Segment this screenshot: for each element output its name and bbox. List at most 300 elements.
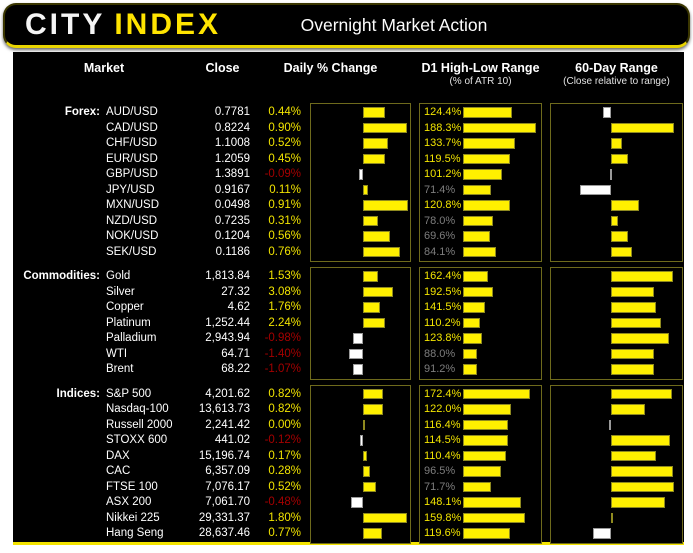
daily-change-bar bbox=[363, 123, 407, 134]
daily-change-bar bbox=[363, 138, 388, 149]
d1-range-panel bbox=[419, 103, 542, 262]
market-name: Hang Seng bbox=[106, 527, 164, 539]
close-value: 1.3891 bbox=[214, 168, 250, 180]
d1-range-bar bbox=[463, 389, 530, 400]
bar-slot bbox=[311, 464, 410, 480]
bar-slot bbox=[420, 229, 541, 245]
close-value: 68.22 bbox=[221, 363, 250, 375]
d1-range-label: 122.0% bbox=[424, 403, 462, 415]
daily-change-bar bbox=[363, 482, 376, 493]
column-header-d1-range bbox=[419, 61, 542, 105]
market-name: WTI bbox=[106, 347, 128, 360]
daily-change-bar bbox=[363, 466, 370, 477]
range-position-bar bbox=[611, 404, 645, 415]
close-value: 0.0498 bbox=[214, 199, 250, 211]
d1-range-panel bbox=[419, 267, 542, 380]
bar-slot bbox=[311, 402, 410, 418]
close-value: 7,061.70 bbox=[205, 496, 250, 508]
close-value: 64.71 bbox=[221, 347, 250, 360]
close-value: 0.1204 bbox=[214, 230, 250, 242]
header-bar bbox=[3, 3, 690, 48]
bar-slot bbox=[311, 229, 410, 245]
d1-range-label: 172.4% bbox=[424, 387, 462, 400]
d1-range-label: 110.4% bbox=[424, 449, 461, 462]
range-position-bar bbox=[611, 318, 661, 329]
bar-slot bbox=[311, 105, 410, 121]
bar-slot bbox=[420, 214, 541, 230]
range-position-bar bbox=[611, 349, 654, 360]
daily-change-value: 0.52% bbox=[268, 480, 301, 493]
logo-city-text: CITY bbox=[25, 8, 106, 41]
daily-change-bar bbox=[363, 154, 385, 165]
bar-slot bbox=[551, 152, 682, 168]
bar-slot bbox=[420, 198, 541, 214]
d1-range-label: 84.1% bbox=[424, 245, 456, 258]
60day-range-subtitle: (Close relative to range) bbox=[563, 76, 670, 87]
range-position-bar bbox=[603, 107, 611, 118]
bar-slot bbox=[420, 347, 541, 363]
market-name: AUD/USD bbox=[106, 106, 158, 118]
close-value: 29,331.37 bbox=[198, 511, 250, 524]
market-name: Copper bbox=[106, 301, 144, 313]
daily-change-bar bbox=[363, 528, 382, 539]
bar-slot bbox=[420, 316, 541, 332]
market-name: ASX 200 bbox=[106, 496, 152, 508]
d1-range-bar bbox=[463, 435, 508, 446]
d1-range-subtitle: (% of ATR 10) bbox=[449, 76, 512, 87]
bar-slot bbox=[551, 362, 682, 378]
60day-range-title: 60-Day Range bbox=[575, 61, 658, 75]
bar-slot bbox=[420, 183, 541, 199]
range60-panel bbox=[550, 385, 683, 544]
range-position-bar bbox=[611, 482, 674, 493]
bar-slot bbox=[420, 245, 541, 261]
column-header-close: Close bbox=[205, 61, 240, 75]
range-position-bar bbox=[611, 287, 654, 298]
bar-slot bbox=[420, 136, 541, 152]
d1-range-bar bbox=[463, 364, 477, 375]
close-value: 2,943.94 bbox=[205, 332, 250, 344]
d1-range-label: 124.4% bbox=[424, 106, 462, 118]
close-value: 0.8224 bbox=[214, 121, 250, 134]
bar-slot bbox=[420, 331, 541, 347]
section-label: Indices: bbox=[56, 387, 100, 400]
daily-change-value: -0.48% bbox=[264, 496, 301, 508]
bar-slot bbox=[551, 464, 682, 480]
bar-slot bbox=[311, 245, 410, 261]
bar-slot bbox=[551, 495, 682, 511]
daily-change-value: 1.76% bbox=[268, 301, 301, 313]
d1-range-panel bbox=[419, 385, 542, 544]
bar-slot bbox=[551, 229, 682, 245]
daily-change-bar bbox=[363, 107, 385, 118]
bar-slot bbox=[551, 331, 682, 347]
column-headers bbox=[13, 61, 684, 105]
range-position-bar bbox=[610, 169, 612, 180]
bar-slot bbox=[311, 167, 410, 183]
range-position-bar bbox=[611, 435, 670, 446]
bar-slot bbox=[420, 464, 541, 480]
column-header-daily-change: Daily % Change bbox=[283, 61, 378, 75]
close-value: 2,241.42 bbox=[205, 418, 250, 431]
daily-change-bar bbox=[363, 185, 368, 196]
d1-range-bar bbox=[463, 333, 482, 344]
bar-slot bbox=[311, 511, 410, 527]
bar-slot bbox=[311, 316, 410, 332]
daily-change-bar bbox=[363, 404, 383, 415]
market-section bbox=[13, 105, 684, 260]
range-position-bar bbox=[580, 185, 611, 196]
market-name: EUR/USD bbox=[106, 152, 158, 165]
bar-slot bbox=[551, 198, 682, 214]
bar-slot bbox=[420, 269, 541, 285]
close-value: 13,613.73 bbox=[198, 403, 250, 415]
bar-slot bbox=[311, 387, 410, 403]
daily-change-value: -0.12% bbox=[264, 434, 301, 446]
market-name: STOXX 600 bbox=[106, 434, 168, 446]
close-value: 0.7781 bbox=[214, 106, 250, 118]
bar-slot bbox=[311, 183, 410, 199]
daily-change-bar bbox=[363, 247, 400, 258]
close-value: 6,357.09 bbox=[205, 465, 250, 477]
market-name: Nasdaq-100 bbox=[106, 403, 169, 415]
bar-slot bbox=[420, 167, 541, 183]
market-section bbox=[13, 387, 684, 542]
market-name: CHF/USD bbox=[106, 137, 158, 149]
bar-slot bbox=[551, 183, 682, 199]
d1-range-bar bbox=[463, 466, 501, 477]
bar-slot bbox=[311, 526, 410, 542]
bar-slot bbox=[420, 152, 541, 168]
close-value: 0.9167 bbox=[214, 183, 250, 196]
daily-change-bar bbox=[363, 420, 365, 431]
sections-container bbox=[13, 105, 684, 542]
d1-range-label: 101.2% bbox=[424, 168, 462, 180]
bar-slot bbox=[551, 269, 682, 285]
daily-change-value: 3.08% bbox=[268, 285, 301, 298]
d1-range-bar bbox=[463, 154, 510, 165]
range-position-bar bbox=[611, 271, 673, 282]
range-position-bar bbox=[593, 528, 611, 539]
bar-slot bbox=[311, 136, 410, 152]
daily-change-panel bbox=[310, 103, 411, 262]
daily-change-value: -0.09% bbox=[264, 168, 301, 180]
daily-change-bar bbox=[363, 318, 385, 329]
close-value: 28,637.46 bbox=[198, 527, 250, 539]
bar-slot bbox=[311, 362, 410, 378]
close-value: 0.7235 bbox=[214, 214, 250, 227]
close-value: 441.02 bbox=[214, 434, 250, 446]
d1-range-bar bbox=[463, 138, 515, 149]
range-position-bar bbox=[611, 200, 639, 211]
daily-change-bar bbox=[363, 200, 408, 211]
daily-change-value: -1.07% bbox=[264, 363, 301, 375]
bar-slot bbox=[420, 402, 541, 418]
d1-range-bar bbox=[463, 107, 512, 118]
d1-range-label: 133.7% bbox=[424, 137, 462, 149]
d1-range-label: 71.4% bbox=[424, 183, 456, 196]
market-table bbox=[13, 52, 684, 545]
d1-range-bar bbox=[463, 404, 511, 415]
d1-range-label: 116.4% bbox=[424, 418, 461, 431]
market-name: Silver bbox=[106, 285, 135, 298]
bar-slot bbox=[551, 480, 682, 496]
bar-slot bbox=[551, 214, 682, 230]
range60-panel bbox=[550, 103, 683, 262]
close-value: 4.62 bbox=[227, 301, 250, 313]
bar-slot bbox=[551, 300, 682, 316]
market-name: FTSE 100 bbox=[106, 480, 158, 493]
column-header-60day-range bbox=[550, 61, 683, 105]
market-name: Palladium bbox=[106, 332, 157, 344]
section-label: Commodities: bbox=[23, 270, 100, 282]
daily-change-value: 0.00% bbox=[268, 418, 301, 431]
daily-change-bar bbox=[353, 333, 363, 344]
d1-range-bar bbox=[463, 513, 525, 524]
bar-slot bbox=[311, 214, 410, 230]
bar-slot bbox=[420, 387, 541, 403]
bar-slot bbox=[311, 495, 410, 511]
bar-slot bbox=[420, 433, 541, 449]
range-position-bar bbox=[611, 389, 672, 400]
bar-slot bbox=[420, 300, 541, 316]
d1-range-bar bbox=[463, 528, 510, 539]
bar-slot bbox=[551, 402, 682, 418]
bar-slot bbox=[420, 495, 541, 511]
bar-slot bbox=[311, 433, 410, 449]
daily-change-value: 0.56% bbox=[268, 230, 301, 242]
bar-slot bbox=[420, 480, 541, 496]
bar-slot bbox=[420, 121, 541, 137]
d1-range-label: 123.8% bbox=[424, 332, 462, 344]
bar-slot bbox=[311, 331, 410, 347]
bar-slot bbox=[420, 511, 541, 527]
bar-slot bbox=[551, 121, 682, 137]
d1-range-bar bbox=[463, 497, 521, 508]
bar-slot bbox=[311, 480, 410, 496]
daily-change-value: 0.45% bbox=[268, 152, 301, 165]
daily-change-value: 1.80% bbox=[268, 511, 301, 524]
close-value: 27.32 bbox=[221, 285, 250, 298]
daily-change-value: 1.53% bbox=[268, 270, 301, 282]
d1-range-label: 148.1% bbox=[424, 496, 462, 508]
bar-slot bbox=[551, 136, 682, 152]
d1-range-label: 88.0% bbox=[424, 347, 456, 360]
close-value: 1,252.44 bbox=[205, 316, 250, 329]
market-name: GBP/USD bbox=[106, 168, 158, 180]
daily-change-value: -0.98% bbox=[264, 332, 301, 344]
bar-slot bbox=[551, 387, 682, 403]
d1-range-label: 110.2% bbox=[424, 316, 461, 329]
daily-change-bar bbox=[349, 349, 363, 360]
bar-slot bbox=[311, 152, 410, 168]
d1-range-label: 69.6% bbox=[424, 230, 456, 242]
market-name: S&P 500 bbox=[106, 387, 152, 400]
page-title: Overnight Market Action bbox=[300, 14, 488, 35]
d1-range-bar bbox=[463, 302, 485, 313]
d1-range-bar bbox=[463, 185, 491, 196]
range-position-bar bbox=[611, 154, 628, 165]
d1-range-bar bbox=[463, 451, 506, 462]
daily-change-bar bbox=[363, 271, 378, 282]
d1-range-label: 159.8% bbox=[424, 511, 462, 524]
d1-range-bar bbox=[463, 318, 480, 329]
d1-range-bar bbox=[463, 349, 477, 360]
bar-slot bbox=[311, 300, 410, 316]
close-value: 4,201.62 bbox=[205, 387, 250, 400]
range60-panel bbox=[550, 267, 683, 380]
close-value: 1.2059 bbox=[214, 152, 250, 165]
section-label: Forex: bbox=[64, 106, 100, 118]
bar-slot bbox=[420, 105, 541, 121]
daily-change-value: 0.82% bbox=[268, 403, 301, 415]
range-position-bar bbox=[611, 451, 656, 462]
daily-change-bar bbox=[363, 231, 390, 242]
market-name: CAC bbox=[106, 465, 131, 477]
daily-change-panel bbox=[310, 385, 411, 544]
bar-slot bbox=[551, 526, 682, 542]
daily-change-bar bbox=[353, 364, 363, 375]
bar-slot bbox=[551, 105, 682, 121]
daily-change-value: 2.24% bbox=[268, 316, 301, 329]
d1-range-label: 91.2% bbox=[424, 363, 456, 375]
bar-slot bbox=[551, 347, 682, 363]
range-position-bar bbox=[611, 333, 669, 344]
bar-slot bbox=[311, 198, 410, 214]
d1-range-label: 162.4% bbox=[424, 270, 462, 282]
daily-change-bar bbox=[363, 389, 383, 400]
bar-slot bbox=[420, 449, 541, 465]
market-name: NZD/USD bbox=[106, 214, 158, 227]
daily-change-panel bbox=[310, 267, 411, 380]
range-position-bar bbox=[611, 123, 674, 134]
bar-slot bbox=[551, 511, 682, 527]
d1-range-bar bbox=[463, 247, 496, 258]
bar-slot bbox=[551, 245, 682, 261]
close-value: 0.1186 bbox=[215, 245, 250, 258]
bar-slot bbox=[551, 433, 682, 449]
market-name: CAD/USD bbox=[106, 121, 158, 134]
d1-range-bar bbox=[463, 420, 508, 431]
d1-range-label: 141.5% bbox=[424, 301, 462, 313]
range-position-bar bbox=[611, 497, 665, 508]
daily-change-bar bbox=[363, 451, 367, 462]
bar-slot bbox=[311, 121, 410, 137]
range-position-bar bbox=[611, 216, 618, 227]
daily-change-bar bbox=[360, 435, 363, 446]
bar-slot bbox=[420, 418, 541, 434]
market-name: Gold bbox=[106, 270, 131, 282]
d1-range-bar bbox=[463, 200, 510, 211]
daily-change-value: 0.52% bbox=[268, 137, 301, 149]
daily-change-value: 0.77% bbox=[268, 527, 301, 539]
range-position-bar bbox=[611, 138, 622, 149]
bar-slot bbox=[551, 418, 682, 434]
market-name: MXN/USD bbox=[106, 199, 160, 211]
close-value: 15,196.74 bbox=[198, 449, 250, 462]
daily-change-value: 0.44% bbox=[268, 106, 301, 118]
range-position-bar bbox=[611, 513, 613, 524]
column-header-market: Market bbox=[83, 61, 125, 75]
market-section bbox=[13, 269, 684, 378]
range-position-bar bbox=[611, 231, 628, 242]
bar-slot bbox=[420, 285, 541, 301]
close-value: 1.1008 bbox=[214, 137, 250, 149]
daily-change-value: 0.91% bbox=[268, 199, 301, 211]
daily-change-bar bbox=[363, 513, 407, 524]
bar-slot bbox=[311, 347, 410, 363]
d1-range-label: 114.5% bbox=[424, 434, 461, 446]
daily-change-value: 0.76% bbox=[268, 245, 301, 258]
bar-slot bbox=[551, 316, 682, 332]
d1-range-bar bbox=[463, 231, 490, 242]
daily-change-value: 0.11% bbox=[269, 183, 301, 196]
daily-change-value: -1.40% bbox=[264, 347, 301, 360]
d1-range-label: 120.8% bbox=[424, 199, 462, 211]
bar-slot bbox=[551, 167, 682, 183]
bar-slot bbox=[311, 285, 410, 301]
daily-change-bar bbox=[363, 287, 393, 298]
d1-range-bar bbox=[463, 123, 536, 134]
market-name: NOK/USD bbox=[106, 230, 159, 242]
bar-slot bbox=[311, 449, 410, 465]
d1-range-bar bbox=[463, 169, 502, 180]
bar-slot bbox=[551, 285, 682, 301]
market-name: JPY/USD bbox=[106, 183, 155, 196]
d1-range-label: 188.3% bbox=[424, 121, 462, 134]
daily-change-bar bbox=[363, 302, 380, 313]
d1-range-bar bbox=[463, 482, 491, 493]
daily-change-value: 0.28% bbox=[268, 465, 301, 477]
daily-change-bar bbox=[351, 497, 363, 508]
d1-range-label: 71.7% bbox=[424, 480, 456, 493]
d1-range-label: 96.5% bbox=[424, 465, 456, 477]
d1-range-bar bbox=[463, 216, 493, 227]
bar-slot bbox=[311, 418, 410, 434]
daily-change-value: 0.17% bbox=[268, 449, 301, 462]
d1-range-bar bbox=[463, 287, 493, 298]
d1-range-label: 119.5% bbox=[424, 152, 461, 165]
bar-slot bbox=[420, 362, 541, 378]
daily-change-value: 0.90% bbox=[268, 121, 301, 134]
close-value: 7,076.17 bbox=[205, 480, 250, 493]
d1-range-bar bbox=[463, 271, 488, 282]
market-name: Nikkei 225 bbox=[106, 511, 160, 524]
market-name: Platinum bbox=[106, 316, 151, 329]
market-name: DAX bbox=[106, 449, 130, 462]
bar-slot bbox=[551, 449, 682, 465]
range-position-bar bbox=[611, 247, 632, 258]
close-value: 1,813.84 bbox=[205, 270, 250, 282]
market-name: Brent bbox=[106, 363, 134, 375]
range-position-bar bbox=[609, 420, 611, 431]
d1-range-label: 78.0% bbox=[424, 214, 456, 227]
d1-range-title: D1 High-Low Range bbox=[421, 61, 540, 75]
range-position-bar bbox=[611, 302, 656, 313]
daily-change-bar bbox=[363, 216, 378, 227]
range-position-bar bbox=[611, 466, 673, 477]
d1-range-label: 119.6% bbox=[424, 527, 461, 539]
market-name: Russell 2000 bbox=[106, 418, 173, 431]
range-position-bar bbox=[611, 364, 654, 375]
daily-change-bar bbox=[359, 169, 363, 180]
bar-slot bbox=[311, 269, 410, 285]
daily-change-value: 0.82% bbox=[268, 387, 301, 400]
daily-change-value: 0.31% bbox=[268, 214, 301, 227]
market-name: SEK/USD bbox=[106, 245, 157, 258]
bar-slot bbox=[420, 526, 541, 542]
d1-range-label: 192.5% bbox=[424, 285, 462, 298]
